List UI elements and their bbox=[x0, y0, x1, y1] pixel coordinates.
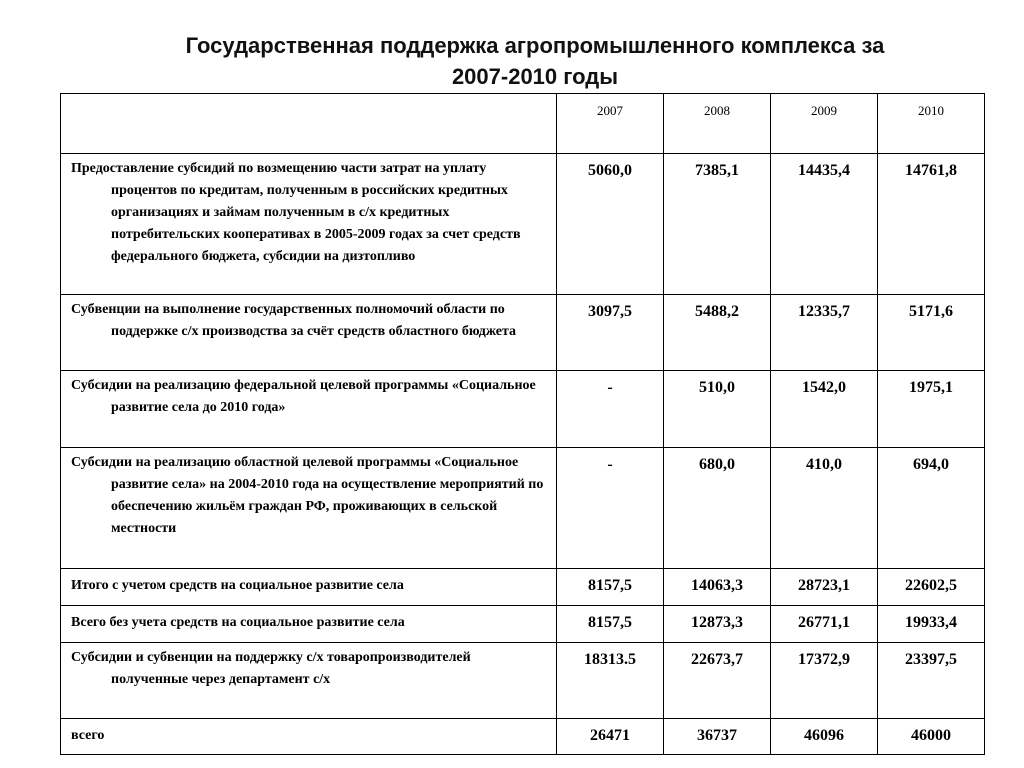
row-label: Субсидии на реализацию федеральной целевой программы «Социальное развитие села до 2010 года» bbox=[61, 371, 557, 448]
cell-value: 12335,7 bbox=[771, 295, 878, 371]
cell-value: 14761,8 bbox=[878, 154, 985, 295]
table-row bbox=[61, 371, 985, 448]
table-row bbox=[61, 448, 985, 569]
cell-value: 28723,1 bbox=[771, 569, 878, 606]
header-year-2010: 2010 bbox=[878, 94, 985, 154]
title-line-2: 2007-2010 годы bbox=[451, 64, 619, 89]
cell-value: 510,0 bbox=[664, 371, 771, 448]
table-row bbox=[61, 569, 985, 606]
cell-value: 26771,1 bbox=[771, 606, 878, 643]
header-year-2008: 2008 bbox=[664, 94, 771, 154]
cell-value: 5060,0 bbox=[557, 154, 664, 295]
header-year-2007: 2007 bbox=[557, 94, 664, 154]
cell-value: 14435,4 bbox=[771, 154, 878, 295]
row-label: Субвенции на выполнение государственных полномочий области по поддержке с/х производства за счёт средств областного бюджета bbox=[61, 295, 557, 371]
header-year-2009: 2009 bbox=[771, 94, 878, 154]
table-row bbox=[61, 154, 985, 295]
cell-value: 22673,7 bbox=[664, 643, 771, 719]
cell-value: 8157,5 bbox=[557, 569, 664, 606]
cell-value: 694,0 bbox=[878, 448, 985, 569]
cell-value: 1975,1 bbox=[878, 371, 985, 448]
cell-value: 17372,9 bbox=[771, 643, 878, 719]
row-label: Предоставление субсидий по возмещению части затрат на уплату процентов по кредитам, полученным в российских кредитных организациях и займам полученным в с/х кредитных потребительских кооперативах в 2005-2009 годах за счет средств федерального бюджета, субсидии на дизтопливо bbox=[61, 154, 557, 295]
cell-value: 680,0 bbox=[664, 448, 771, 569]
cell-value: 14063,3 bbox=[664, 569, 771, 606]
cell-value: 26471 bbox=[557, 719, 664, 755]
cell-value: 22602,5 bbox=[878, 569, 985, 606]
cell-value: - bbox=[557, 371, 664, 448]
cell-value: 1542,0 bbox=[771, 371, 878, 448]
row-label: всего bbox=[61, 719, 557, 755]
cell-value: - bbox=[557, 448, 664, 569]
cell-value: 3097,5 bbox=[557, 295, 664, 371]
table-row bbox=[61, 606, 985, 643]
header-label-cell bbox=[61, 94, 557, 154]
row-label: Субсидии на реализацию областной целевой программы «Социальное развитие села» на 2004-2010 года на осуществление мероприятий по обеспечению жильём граждан РФ, проживающих в сельской местности bbox=[61, 448, 557, 569]
cell-value: 46000 bbox=[878, 719, 985, 755]
cell-value: 23397,5 bbox=[878, 643, 985, 719]
table-row bbox=[61, 719, 985, 755]
table-row bbox=[61, 295, 985, 371]
row-label: Субсидии и субвенции на поддержку с/х товаропроизводителей полученные через департамент с/х bbox=[61, 643, 557, 719]
cell-value: 12873,3 bbox=[664, 606, 771, 643]
table-row bbox=[61, 643, 985, 719]
cell-value: 46096 bbox=[771, 719, 878, 755]
cell-value: 8157,5 bbox=[557, 606, 664, 643]
support-table bbox=[60, 93, 985, 755]
cell-value: 18313.5 bbox=[557, 643, 664, 719]
header-row bbox=[61, 94, 985, 154]
row-label: Итого с учетом средств на социальное развитие села bbox=[61, 569, 557, 606]
row-label: Всего без учета средств на социальное развитие села bbox=[61, 606, 557, 643]
cell-value: 19933,4 bbox=[878, 606, 985, 643]
cell-value: 5488,2 bbox=[664, 295, 771, 371]
cell-value: 7385,1 bbox=[664, 154, 771, 295]
title-line-1: Государственная поддержка агропромышленного комплекса за bbox=[185, 33, 885, 58]
page-title bbox=[60, 30, 1010, 92]
cell-value: 5171,6 bbox=[878, 295, 985, 371]
cell-value: 410,0 bbox=[771, 448, 878, 569]
cell-value: 36737 bbox=[664, 719, 771, 755]
